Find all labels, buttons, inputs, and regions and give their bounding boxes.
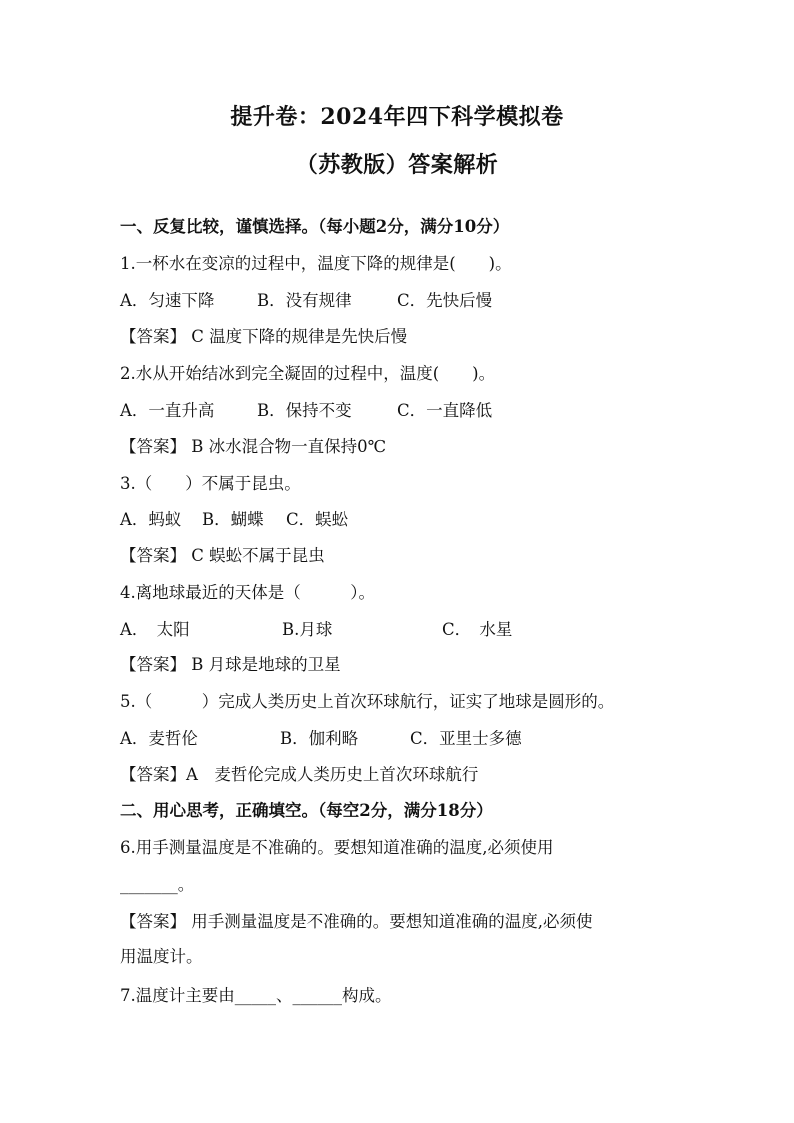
option-c: C．蜈蚣	[286, 510, 349, 529]
option-a: A．蚂蚁	[120, 510, 182, 529]
option-b: B.月球	[282, 620, 333, 639]
option-c: C．先快后慢	[397, 291, 493, 310]
question-options-3	[120, 509, 740, 531]
answer-1: 【答案】 C 温度下降的规律是先快后慢	[120, 327, 408, 346]
option-a: A．麦哲伦	[120, 729, 198, 748]
option-b: B．蝴蝶	[202, 510, 264, 529]
option-c: C．亚里士多德	[410, 729, 522, 748]
section-heading-1: 一、反复比较，谨慎选择。（每小题2分，满分10分）	[120, 217, 510, 236]
option-b: B．伽利略	[280, 729, 359, 748]
question-stem-2: 2.水从开始结冰到完全凝固的过程中，温度( )。	[120, 364, 496, 383]
question-stem-7: 7.温度计主要由_____、______构成。	[120, 986, 392, 1005]
question-stem-1: 1.一杯水在变凉的过程中，温度下降的规律是( )。	[120, 254, 512, 273]
question-options-4	[120, 619, 740, 641]
question-options-5	[120, 728, 740, 750]
option-a: A．匀速下降	[120, 291, 215, 310]
question-stem-6: 6.用手测量温度是不准确的。要想知道准确的温度,必须使用	[120, 838, 554, 857]
option-c: C．一直降低	[397, 401, 493, 420]
option-c: C． 水星	[442, 620, 513, 639]
option-a: A．一直升高	[120, 401, 215, 420]
question-stem-3: 3.（ ）不属于昆虫。	[120, 474, 301, 493]
answer-4: 【答案】 B 月球是地球的卫星	[120, 655, 341, 674]
option-b: B．没有规律	[257, 291, 352, 310]
option-a: A． 太阳	[120, 620, 190, 639]
answer-3: 【答案】 C 蜈蚣不属于昆虫	[120, 546, 325, 565]
section-heading-2: 二、用心思考，正确填空。（每空2分，满分18分）	[120, 801, 493, 820]
answer-6-line1: 【答案】 用手测量温度是不准确的。要想知道准确的温度,必须使	[120, 912, 593, 931]
document-subtitle: （苏教版）答案解析	[295, 152, 499, 178]
question-stem-4: 4.离地球最近的天体是（ ）。	[120, 583, 375, 602]
answer-5: 【答案】A 麦哲伦完成人类历史上首次环球航行	[120, 765, 479, 784]
question-options-2	[120, 400, 740, 422]
question-stem-5: 5.（ ）完成人类历史上首次环球航行，证实了地球是圆形的。	[120, 692, 615, 711]
answer-2: 【答案】 B 冰水混合物一直保持0℃	[120, 437, 387, 456]
document-title: 提升卷：2024年四下科学模拟卷	[230, 104, 564, 130]
question-blank-6: _______。	[120, 875, 195, 894]
question-options-1	[120, 290, 740, 312]
option-b: B．保持不变	[257, 401, 352, 420]
answer-6-line2: 用温度计。	[120, 947, 203, 966]
